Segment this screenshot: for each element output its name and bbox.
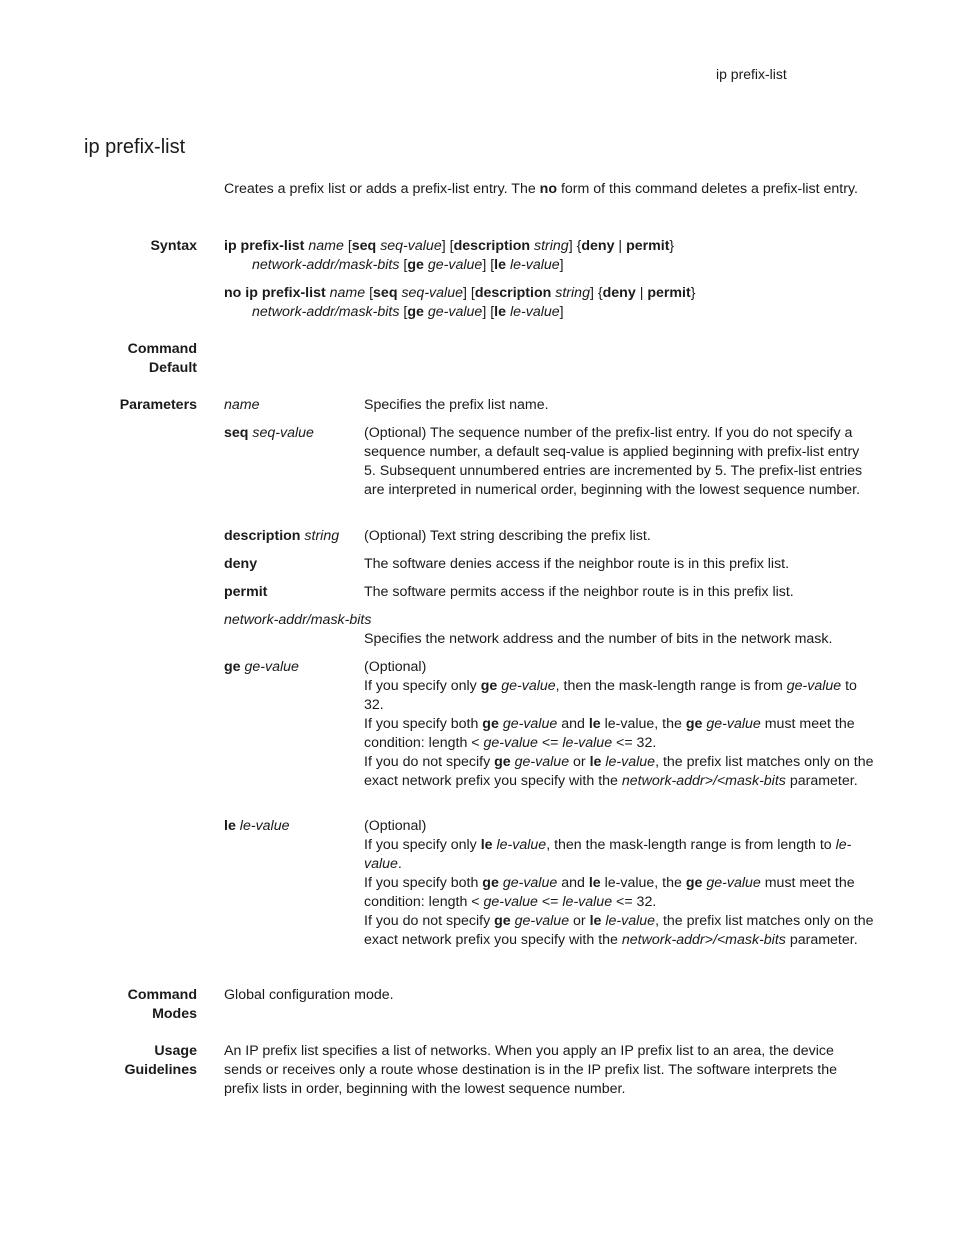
param-network-term: network-addr/mask-bits bbox=[224, 612, 372, 628]
param-ge-desc: (Optional) If you specify only ge ge-value, then the mask-length range is from ge-value to 32. If you specify both ge ge-value and le le-value, the ge ge-value must meet the condition: length < ge-value <= le-value <= 32. If you do not specify ge ge-value or le le-value, the prefix list matches only on the exact network prefix you specify with the network-addr>/<mask-bits parameter. bbox=[364, 659, 874, 789]
param-description-desc: (Optional) Text string describing the prefix list. bbox=[364, 528, 651, 544]
param-deny-desc: The software denies access if the neighbor route is in this prefix list. bbox=[364, 556, 790, 572]
param-ge-term: ge ge-value bbox=[224, 659, 299, 675]
command-modes-label: Command Modes bbox=[127, 987, 197, 1022]
usage-guidelines-text: An IP prefix list specifies a list of networks. When you apply an IP prefix list to an area, the device sends or receives only a route whose destination is in the IP prefix list. The software interprets the prefix lists in order, beginning with the lowest sequence number. bbox=[224, 1043, 838, 1097]
command-modes-text: Global configuration mode. bbox=[224, 987, 394, 1003]
syntax-line-2: no ip prefix-list name [seq seq-value] [description string] {deny | permit} network-addr/mask-bits [ge ge-value] [le le-value] bbox=[224, 285, 696, 320]
param-seq-term: seq seq-value bbox=[224, 425, 314, 441]
param-le-term: le le-value bbox=[224, 818, 290, 834]
intro-paragraph: Creates a prefix list or adds a prefix-list entry. The no form of this command deletes a prefix-list entry. bbox=[224, 181, 858, 197]
param-name-desc: Specifies the prefix list name. bbox=[364, 397, 549, 413]
param-deny-term: deny bbox=[224, 556, 258, 572]
param-network-desc: Specifies the network address and the number of bits in the network mask. bbox=[364, 631, 833, 647]
syntax-label: Syntax bbox=[150, 238, 197, 254]
usage-guidelines-label: Usage Guidelines bbox=[124, 1043, 197, 1078]
param-seq-desc: (Optional) The sequence number of the prefix-list entry. If you do not specify a sequence number, a default seq-value is applied beginning with prefix-list entry 5. Subsequent unnumbered entries are incremented by 5. The prefix-list entries are interpreted in numerical order, beginning with the lowest sequence number. bbox=[364, 425, 863, 498]
param-le-desc: (Optional) If you specify only le le-value, then the mask-length range is from length to le-value. If you specify both ge ge-value and le le-value, the ge ge-value must meet the condition: length < ge-value <= le-value <= 32. If you do not specify ge ge-value or le le-value, the prefix list matches only on the exact network prefix you specify with the network-addr>/<mask-bits parameter. bbox=[364, 818, 874, 948]
param-name-term: name bbox=[224, 397, 260, 413]
param-permit-term: permit bbox=[224, 584, 268, 600]
running-head: ip prefix-list bbox=[716, 66, 787, 82]
page-title: ip prefix-list bbox=[84, 136, 186, 158]
param-permit-desc: The software permits access if the neighbor route is in this prefix list. bbox=[364, 584, 794, 600]
parameters-label: Parameters bbox=[119, 397, 197, 413]
syntax-line-1: ip prefix-list name [seq seq-value] [description string] {deny | permit} network-addr/mask-bits [ge ge-value] [le le-value] bbox=[224, 238, 675, 273]
command-default-label: Command Default bbox=[127, 341, 197, 376]
param-description-term: description string bbox=[224, 528, 340, 544]
